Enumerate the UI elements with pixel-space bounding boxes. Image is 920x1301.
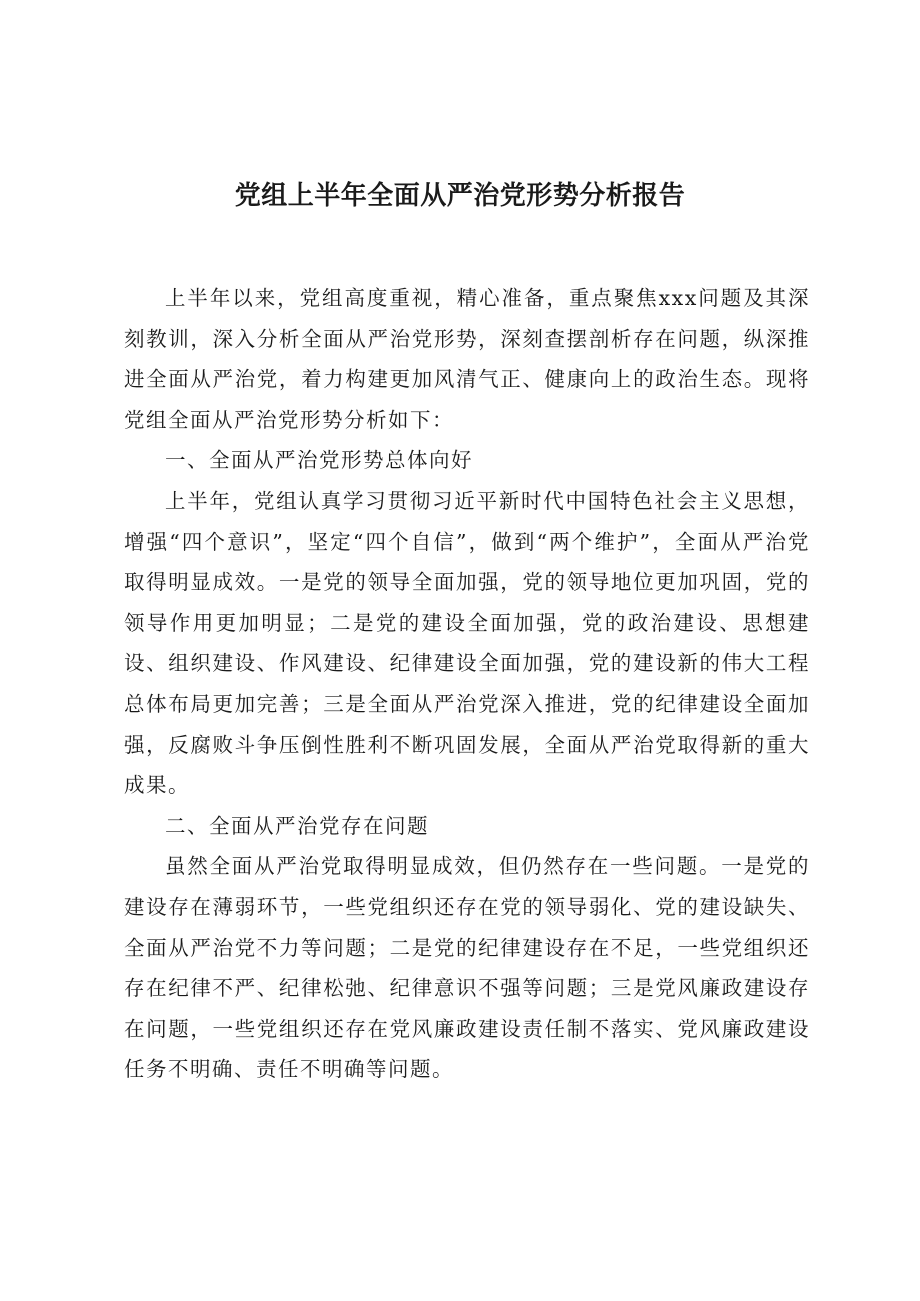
section-body-2: 虽然全面从严治党取得明显成效，但仍然存在一些问题。一是党的建设存在薄弱环节，一些党组织还存在党的领导弱化、党的建设缺失、全面从严治党不力等问题；二是党的纪律建设存在不足，一些党组织还存在纪律不严、纪律松弛、纪律意识不强等问题；三是党风廉政建设存在问题，一些党组织还存在党风廉政建设责任制不落实、党风廉政建设任务不明确、责任不明确等问题。	[124, 854, 810, 1082]
section-heading-2: 二、全面从严治党存在问题	[165, 813, 429, 838]
document-title: 党组上半年全面从严治党形势分析报告	[234, 181, 686, 211]
section-body-1: 上半年，党组认真学习贯彻习近平新时代中国特色社会主义思想，增强“四个意识”，坚定“四个自信”，做到“两个维护”，全面从严治党取得明显成效。一是党的领导全面加强，党的领导地位更加巩固，党的领导作用更加明显；二是党的建设全面加强，党的政治建设、思想建设、组织建设、作风建设、纪律建设全面加强，党的建设新的伟大工程总体布局更加完善；三是全面从严治党深入推进，党的纪律建设全面加强，反腐败斗争压倒性胜利不断巩固发展，全面从严治党取得新的重大成果。	[124, 488, 810, 798]
document-body	[124, 278, 810, 1090]
section-heading-1: 一、全面从严治党形势总体向好	[165, 448, 473, 473]
intro-paragraph: 上半年以来，党组高度重视，精心准备，重点聚焦xxx问题及其深刻教训，深入分析全面从严治党形势，深刻查摆剖析存在问题，纵深推进全面从严治党，着力构建更加风清气正、健康向上的政治生态。现将党组全面从严治党形势分析如下：	[124, 286, 810, 432]
